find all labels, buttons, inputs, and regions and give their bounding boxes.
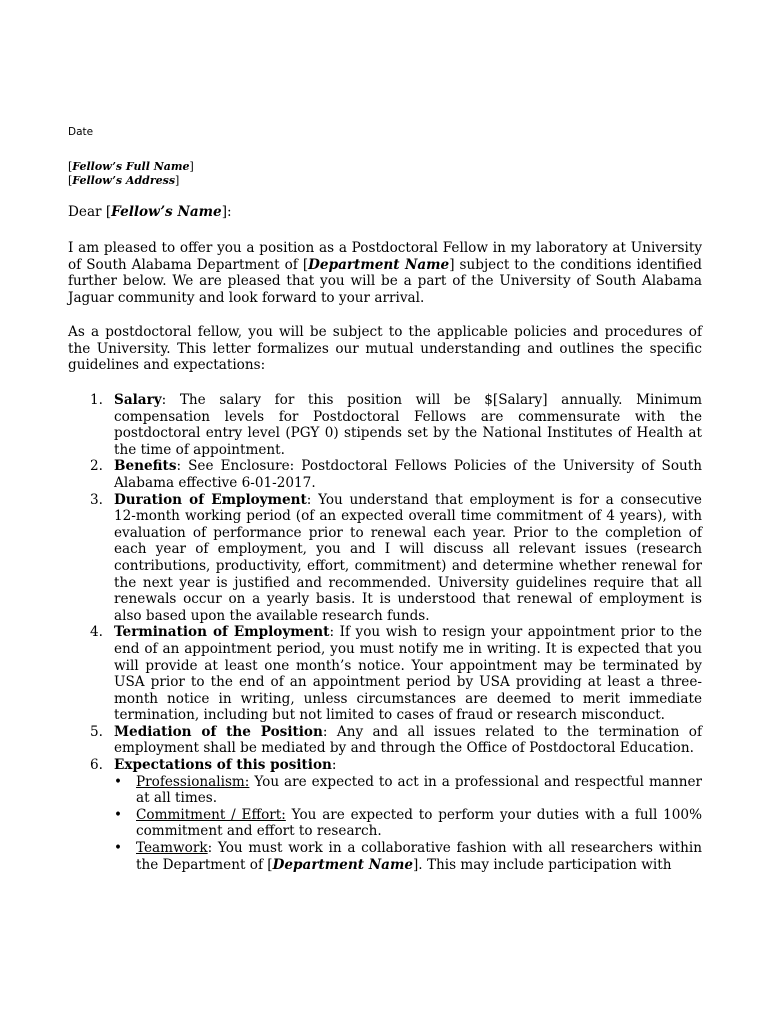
item-number: 2. — [90, 458, 103, 475]
policies-paragraph: As a postdoctoral fellow, you will be subject to the applicable policies and procedures of the University. This letter formalizes our mutual understanding and outlines the specific guidelines and expectations: — [68, 324, 702, 374]
date-label: Date — [68, 126, 94, 138]
bullet-icon: • — [114, 840, 123, 857]
list-item-mediation — [68, 724, 702, 757]
item-text: : — [331, 757, 337, 774]
list-item-duration — [68, 492, 702, 625]
list-item-expectations — [68, 757, 702, 873]
expectation-text: You are expected to perform your duties with a full 100% commitment and effort to research. — [136, 806, 702, 840]
salutation-name: Fellow’s Name — [111, 204, 222, 220]
intro-text-2: ] subject to the conditions identified further below. We are pleased that you will be a part of the University of South Alabama Jaguar community and look forward to your arrival. — [68, 256, 703, 306]
expectation-professionalism — [114, 774, 702, 807]
expectation-text-cont: ]. This may include participation with — [413, 856, 672, 873]
item-text: : You understand that employment is for a consecutive 12-month working period (of an expected overall time commitment of 4 years), with evaluation of performance prior to renewal each year. Prior to the completion of each year of employment, you and I will discuss all relevant issues (research contributions, productivity, effort, commitment) and determine whether renewal for the next year is justified and recommended. University guidelines require that all renewals occur on a yearly basis. It is understood that renewal of employment is also based upon the available research funds. — [114, 491, 702, 624]
fellow-full-name-line: [Fellow’s Full Name] — [68, 160, 194, 173]
item-text: : If you wish to resign your appointment prior to the end of an appointment period, you must notify me in writing. It is expected that you will provide at least one month’s notice. Your appointment may be terminated by USA prior to the end of an appointment period by USA providing at least a three-month notice in writing, unless circumstances are deemed to merit immediate termination, including but not limited to cases of fraud or research misconduct. — [114, 624, 702, 724]
item-title: Termination of Employment — [114, 624, 330, 641]
item-number: 3. — [90, 491, 103, 508]
expectation-label: Teamwork — [136, 840, 208, 857]
expectation-text: : You must work in a collaborative fashion with all researchers within the Department of [ — [136, 840, 702, 873]
expectations-list — [114, 774, 702, 874]
fellow-address-line: [Fellow’s Address] — [68, 174, 180, 187]
list-item-salary — [68, 392, 702, 458]
item-text: : The salary for this position will be $[Salary] annually. Minimum compensation levels for Postdoctoral Fellows are commensurate with the postdoctoral entry level (PGY 0) stipends set by the National Institutes of Health at the time of appointment. — [114, 392, 702, 458]
expectation-commitment — [114, 807, 702, 840]
intro-paragraph — [68, 240, 702, 306]
terms-list — [68, 392, 702, 873]
expectation-teamwork — [114, 840, 702, 873]
item-title: Mediation of the Position — [114, 723, 323, 740]
item-title: Duration of Employment — [114, 491, 307, 508]
bullet-icon: • — [114, 773, 123, 790]
item-number: 6. — [90, 757, 103, 774]
item-text: : See Enclosure: Postdoctoral Fellows Policies of the University of South Alabama effective 6-01-2017. — [114, 458, 702, 491]
expectation-text: You are expected to act in a professional and respectful manner at all times. — [136, 773, 702, 807]
item-title: Expectations of this position — [114, 757, 332, 774]
list-item-benefits — [68, 458, 702, 491]
intro-text-1: I am pleased to offer you a position as a Postdoctoral Fellow in my laboratory at University of South Alabama Department of [ — [68, 240, 702, 273]
department-name: Department Name — [272, 856, 413, 873]
recipient-block — [68, 160, 194, 188]
fellow-full-name: Fellow’s Full Name — [72, 160, 190, 173]
expectation-label: Commitment / Effort: — [136, 806, 286, 823]
item-text: : Any and all issues related to the termination of employment shall be mediated by and through the Office of Postdoctoral Education. — [114, 723, 703, 757]
expectation-label: Professionalism: — [136, 773, 250, 790]
item-title: Benefits — [114, 458, 177, 475]
item-title: Salary — [114, 392, 162, 408]
list-item-termination — [68, 624, 702, 724]
salutation — [68, 204, 232, 220]
department-name: Department Name — [308, 256, 450, 273]
bullet-icon: • — [114, 806, 123, 823]
item-number: 1. — [90, 392, 103, 408]
salutation-suffix: ]: — [221, 204, 232, 220]
fellow-address: Fellow’s Address — [72, 174, 176, 187]
item-number: 4. — [90, 624, 103, 641]
salutation-prefix: Dear [ — [68, 204, 112, 220]
item-number: 5. — [90, 723, 103, 740]
